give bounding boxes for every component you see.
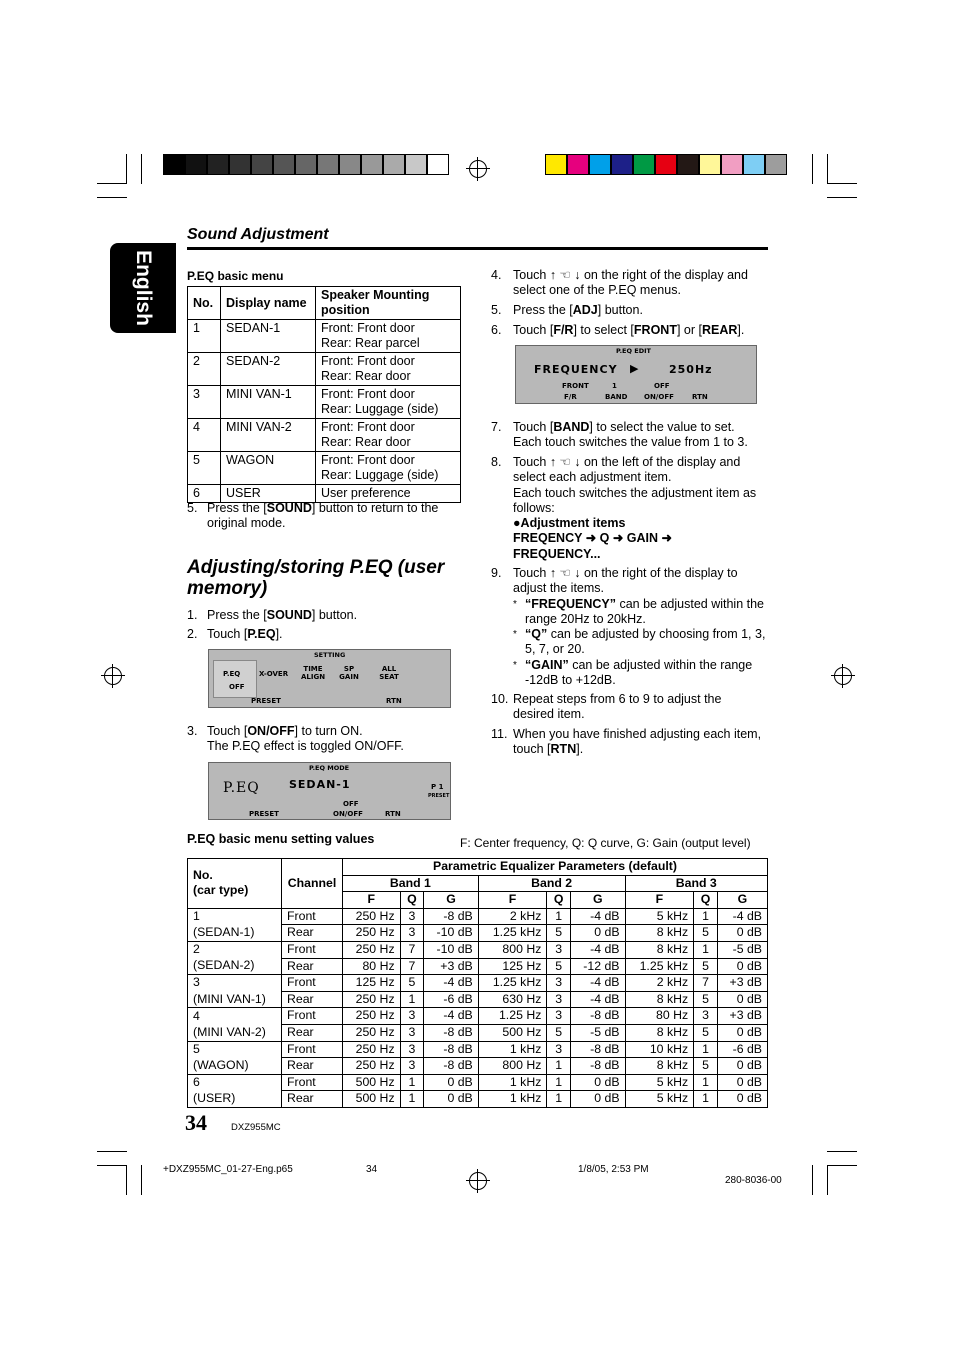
menu-no: 5 <box>188 452 221 485</box>
car-type-cell: 1 <box>188 908 282 925</box>
param-cell: 10 kHz <box>625 1041 694 1058</box>
language-tab: English <box>110 243 176 333</box>
channel-cell: Front <box>282 1041 343 1058</box>
rtn-label: RTN <box>386 697 402 705</box>
param-cell: 0 dB <box>571 925 625 942</box>
param-cell: 3 <box>400 925 424 942</box>
param-cell: 5 <box>400 975 424 992</box>
sub-header: Q <box>694 892 718 909</box>
param-cell: 5 <box>547 958 571 975</box>
param-cell: 1 <box>694 1041 718 1058</box>
param-cell: 7 <box>694 975 718 992</box>
menu-display-name: USER <box>221 485 316 503</box>
param-cell: 250 Hz <box>343 991 401 1008</box>
gray-swatch <box>427 154 449 175</box>
adjusting-heading: Adjusting/storing P.EQ (user memory) <box>187 557 445 599</box>
menu-row <box>188 452 461 485</box>
param-cell: -8 dB <box>424 908 478 925</box>
param-cell: 5 kHz <box>625 908 694 925</box>
channel-cell: Front <box>282 975 343 992</box>
frequency-label: FREQUENCY <box>534 363 618 376</box>
right-step-7: 7. Touch [BAND] to select the value to set. Each touch switches the value from 1 to 3. <box>491 420 748 450</box>
preset-name: SEDAN-1 <box>289 778 351 791</box>
gray-swatch <box>339 154 361 175</box>
param-cell: 5 <box>547 1024 571 1041</box>
sub-header: F <box>478 892 547 909</box>
menu-row <box>188 320 461 353</box>
param-cell: 250 Hz <box>343 1058 401 1075</box>
car-type-cell: (SEDAN-1) <box>188 925 282 942</box>
menu-row <box>188 353 461 386</box>
param-cell: 1 kHz <box>478 1041 547 1058</box>
param-cell: 250 Hz <box>343 908 401 925</box>
settings-table <box>187 858 768 1108</box>
col-params: Parametric Equalizer Parameters (default) <box>343 859 768 876</box>
menu-no: 2 <box>188 353 221 386</box>
param-cell: 1 kHz <box>478 1074 547 1091</box>
param-cell: 3 <box>547 975 571 992</box>
band3-header: Band 3 <box>625 875 767 892</box>
gray-swatch <box>163 154 185 175</box>
menu-row <box>188 386 461 419</box>
left-step-5: 5. Press the [SOUND] button to return to the original mode. <box>187 501 439 531</box>
color-swatch <box>611 154 633 175</box>
all-seat-label: ALL SEAT <box>379 665 399 681</box>
param-cell: 0 dB <box>717 1091 767 1108</box>
settings-legend: F: Center frequency, Q: Q curve, G: Gain (output level) <box>460 836 751 850</box>
param-cell: -6 dB <box>424 991 478 1008</box>
menu-position: Front: Front door Rear: Rear door <box>316 419 461 452</box>
param-cell: 500 Hz <box>343 1091 401 1108</box>
menu-display-name: MINI VAN-2 <box>221 419 316 452</box>
param-cell: 800 Hz <box>478 941 547 958</box>
param-cell: 0 dB <box>717 1024 767 1041</box>
param-cell: 5 <box>694 925 718 942</box>
channel-cell: Front <box>282 1074 343 1091</box>
param-cell: 1 <box>400 1091 424 1108</box>
param-cell: 1 <box>694 1091 718 1108</box>
band2-header: Band 2 <box>478 875 625 892</box>
param-cell: 1 <box>547 1058 571 1075</box>
sub-header: F <box>343 892 401 909</box>
left-step-2: 2. Touch [P.EQ]. <box>187 627 283 641</box>
menu-no: 1 <box>188 320 221 353</box>
color-swatch <box>655 154 677 175</box>
gray-swatch <box>295 154 317 175</box>
param-cell: 250 Hz <box>343 1024 401 1041</box>
param-cell: -4 dB <box>424 1008 478 1025</box>
menu-position: Front: Front door Rear: Luggage (side) <box>316 452 461 485</box>
param-cell: 0 dB <box>424 1074 478 1091</box>
settings-row <box>188 1058 768 1075</box>
sub-header: Q <box>547 892 571 909</box>
right-step-6: 6. Touch [F/R] to select [FRONT] or [REAR]. <box>491 323 745 337</box>
param-cell: 8 kHz <box>625 925 694 942</box>
car-type-cell: 2 <box>188 941 282 958</box>
settings-row <box>188 958 768 975</box>
param-cell: 3 <box>547 1008 571 1025</box>
gray-swatch <box>229 154 251 175</box>
section-title: Sound Adjustment <box>187 226 329 243</box>
param-cell: 0 dB <box>424 1091 478 1108</box>
menu-no: 4 <box>188 419 221 452</box>
footer-date: 1/8/05, 2:53 PM <box>578 1164 649 1175</box>
settings-row <box>188 1041 768 1058</box>
left-step-1: 1. Press the [SOUND] button. <box>187 608 358 622</box>
param-cell: 5 <box>694 958 718 975</box>
footer-page: 34 <box>366 1164 378 1175</box>
gray-swatch <box>317 154 339 175</box>
left-step-3: 3. Touch [ON/OFF] to turn ON. The P.EQ effect is toggled ON/OFF. <box>187 724 404 754</box>
xover-label: X-OVER <box>259 670 289 678</box>
right-step-11: 11. When you have finished adjusting each item, touch [RTN]. <box>491 727 762 757</box>
param-cell: 125 Hz <box>343 975 401 992</box>
sub-header: G <box>424 892 478 909</box>
param-cell: -4 dB <box>571 908 625 925</box>
param-cell: 5 <box>694 991 718 1008</box>
band-label: BAND <box>605 393 628 401</box>
param-cell: 7 <box>400 958 424 975</box>
settings-row <box>188 1074 768 1091</box>
param-cell: 1.25 kHz <box>625 958 694 975</box>
registration-mark-icon <box>469 1172 487 1190</box>
right-step-5: 5. Press the [ADJ] button. <box>491 303 643 317</box>
param-cell: -4 dB <box>717 908 767 925</box>
onoff-label: ON/OFF <box>333 810 363 818</box>
param-cell: -10 dB <box>424 925 478 942</box>
section-rule <box>187 247 768 250</box>
param-cell: 3 <box>694 1008 718 1025</box>
menu-position: Front: Front door Rear: Rear parcel <box>316 320 461 353</box>
param-cell: +3 dB <box>717 1008 767 1025</box>
gray-swatch <box>251 154 273 175</box>
frequency-value: 250Hz <box>669 363 713 376</box>
color-swatch <box>699 154 721 175</box>
sub-header: G <box>571 892 625 909</box>
color-swatch <box>633 154 655 175</box>
col-no: No. <box>188 287 221 320</box>
col-channel: Channel <box>282 859 343 909</box>
param-cell: -10 dB <box>424 941 478 958</box>
param-cell: 1.25 kHz <box>478 975 547 992</box>
param-cell: 630 Hz <box>478 991 547 1008</box>
param-cell: 2 kHz <box>625 975 694 992</box>
fr-label: F/R <box>564 393 577 401</box>
color-swatch <box>765 154 787 175</box>
param-cell: 3 <box>400 1041 424 1058</box>
col-speaker-position: Speaker Mounting position <box>316 287 461 320</box>
param-cell: -4 dB <box>571 941 625 958</box>
menu-display-name: SEDAN-2 <box>221 353 316 386</box>
param-cell: 8 kHz <box>625 1058 694 1075</box>
menu-display-name: MINI VAN-1 <box>221 386 316 419</box>
time-align-label: TIME ALIGN <box>301 665 326 681</box>
peq-label: P.EQ <box>223 670 241 678</box>
param-cell: -8 dB <box>571 1058 625 1075</box>
menu-position: Front: Front door Rear: Luggage (side) <box>316 386 461 419</box>
param-cell: -8 dB <box>424 1058 478 1075</box>
preset-number: P 1 <box>431 783 444 791</box>
param-cell: 8 kHz <box>625 941 694 958</box>
param-cell: 250 Hz <box>343 925 401 942</box>
param-cell: 0 dB <box>571 1074 625 1091</box>
car-type-cell: (MINI VAN-2) <box>188 1024 282 1041</box>
channel-cell: Front <box>282 941 343 958</box>
param-cell: 3 <box>547 1041 571 1058</box>
param-cell: 0 dB <box>717 1074 767 1091</box>
color-swatch <box>567 154 589 175</box>
gray-swatch <box>207 154 229 175</box>
param-cell: 125 Hz <box>478 958 547 975</box>
right-step-4: 4. Touch ↑ ☜ ↓ on the right of the display and select one of the P.EQ menus. <box>491 268 748 298</box>
param-cell: 8 kHz <box>625 991 694 1008</box>
color-swatch <box>721 154 743 175</box>
param-cell: 1.25 Hz <box>478 1008 547 1025</box>
color-swatch <box>589 154 611 175</box>
param-cell: 3 <box>547 991 571 1008</box>
param-cell: 1 <box>547 1091 571 1108</box>
settings-row <box>188 1008 768 1025</box>
menu-display-name: SEDAN-1 <box>221 320 316 353</box>
param-cell: 1 kHz <box>478 1091 547 1108</box>
param-cell: 0 dB <box>717 1058 767 1075</box>
param-cell: 250 Hz <box>343 941 401 958</box>
param-cell: -8 dB <box>424 1041 478 1058</box>
channel-cell: Rear <box>282 1024 343 1041</box>
param-cell: 0 dB <box>571 1091 625 1108</box>
car-type-cell: (USER) <box>188 1091 282 1108</box>
param-cell: 3 <box>400 1008 424 1025</box>
param-cell: 1 <box>400 991 424 1008</box>
settings-row <box>188 991 768 1008</box>
color-swatch <box>743 154 765 175</box>
param-cell: 8 kHz <box>625 1024 694 1041</box>
car-type-cell: (SEDAN-2) <box>188 958 282 975</box>
param-cell: 0 dB <box>717 925 767 942</box>
sub-header: Q <box>400 892 424 909</box>
param-cell: 80 Hz <box>625 1008 694 1025</box>
channel-cell: Rear <box>282 1058 343 1075</box>
param-cell: 5 kHz <box>625 1091 694 1108</box>
right-step-8: 8. Touch ↑ ☜ ↓ on the left of the display and select each adjustment item. Each touch switches the adjustment item as follows: ●Adjustment items FREQENCY ➜ Q ➜ GAIN ➜ FREQUENCY... <box>491 455 757 561</box>
param-cell: -5 dB <box>571 1024 625 1041</box>
footer-code: 280-8036-00 <box>725 1175 782 1186</box>
param-cell: 3 <box>400 1058 424 1075</box>
settings-row <box>188 1024 768 1041</box>
gray-swatch <box>383 154 405 175</box>
settings-row <box>188 1091 768 1108</box>
param-cell: -4 dB <box>571 991 625 1008</box>
param-cell: 2 kHz <box>478 908 547 925</box>
car-type-cell: 3 <box>188 975 282 992</box>
channel-cell: Rear <box>282 925 343 942</box>
param-cell: -4 dB <box>424 975 478 992</box>
settings-row <box>188 941 768 958</box>
peq-mode-display: P.EQ MODE P.EQ SEDAN-1 P 1 PRESET OFF PRESET ON/OFF RTN <box>208 762 451 820</box>
car-type-cell: (WAGON) <box>188 1058 282 1075</box>
param-cell: 1 <box>547 1074 571 1091</box>
peq-key[interactable] <box>213 660 257 698</box>
param-cell: 5 kHz <box>625 1074 694 1091</box>
param-cell: +3 dB <box>424 958 478 975</box>
menu-position: User preference <box>316 485 461 503</box>
channel-cell: Rear <box>282 958 343 975</box>
param-cell: 3 <box>400 1024 424 1041</box>
param-cell: 1 <box>547 908 571 925</box>
band1-header: Band 1 <box>343 875 479 892</box>
sub-header: F <box>625 892 694 909</box>
param-cell: 800 Hz <box>478 1058 547 1075</box>
param-cell: -6 dB <box>717 1041 767 1058</box>
param-cell: 250 Hz <box>343 1008 401 1025</box>
car-type-cell: (MINI VAN-1) <box>188 991 282 1008</box>
color-swatch <box>545 154 567 175</box>
channel-cell: Rear <box>282 1091 343 1108</box>
param-cell: -4 dB <box>571 975 625 992</box>
settings-row <box>188 975 768 992</box>
gray-swatch <box>273 154 295 175</box>
param-cell: -8 dB <box>571 1041 625 1058</box>
car-type-cell: 6 <box>188 1074 282 1091</box>
param-cell: 0 dB <box>717 991 767 1008</box>
param-cell: -12 dB <box>571 958 625 975</box>
settings-row <box>188 925 768 942</box>
settings-row <box>188 908 768 925</box>
gray-swatch <box>185 154 207 175</box>
menu-position: Front: Front door Rear: Rear door <box>316 353 461 386</box>
channel-cell: Rear <box>282 991 343 1008</box>
param-cell: 1.25 kHz <box>478 925 547 942</box>
param-cell: 5 <box>694 1058 718 1075</box>
param-cell: 5 <box>547 925 571 942</box>
param-cell: 0 dB <box>717 958 767 975</box>
col-no-cartype: No. (car type) <box>188 859 282 909</box>
page-number: 34 <box>185 1110 207 1135</box>
menu-display-name: WAGON <box>221 452 316 485</box>
car-type-cell: 5 <box>188 1041 282 1058</box>
param-cell: +3 dB <box>717 975 767 992</box>
param-cell: -8 dB <box>424 1024 478 1041</box>
param-cell: 80 Hz <box>343 958 401 975</box>
model-label: DXZ955MC <box>231 1122 281 1133</box>
param-cell: 1 <box>694 941 718 958</box>
sub-header: G <box>717 892 767 909</box>
gray-swatch <box>405 154 427 175</box>
param-cell: 7 <box>400 941 424 958</box>
peq-basic-menu-heading: P.EQ basic menu <box>187 269 284 283</box>
footer-file: +DXZ955MC_01-27-Eng.p65 <box>163 1164 293 1175</box>
registration-mark-icon <box>834 667 852 685</box>
peq-basic-menu-table <box>187 286 461 503</box>
menu-row <box>188 485 461 503</box>
param-cell: 250 Hz <box>343 1041 401 1058</box>
menu-no: 3 <box>188 386 221 419</box>
color-swatch <box>677 154 699 175</box>
channel-cell: Front <box>282 1008 343 1025</box>
setting-display: SETTING P.EQ OFF X-OVER TIME ALIGN SP GAIN ALL SEAT PRESET RTN <box>208 649 451 708</box>
param-cell: -5 dB <box>717 941 767 958</box>
param-cell: 1 <box>694 1074 718 1091</box>
menu-row <box>188 419 461 452</box>
col-display-name: Display name <box>221 287 316 320</box>
off-label: OFF <box>229 683 245 691</box>
param-cell: 3 <box>547 941 571 958</box>
param-cell: 5 <box>694 1024 718 1041</box>
registration-mark-icon <box>469 160 487 178</box>
param-cell: 3 <box>400 908 424 925</box>
car-type-cell: 4 <box>188 1008 282 1025</box>
param-cell: 1 <box>694 908 718 925</box>
peq-logo: P.EQ <box>223 780 260 796</box>
param-cell: 500 Hz <box>478 1024 547 1041</box>
gray-swatch <box>361 154 383 175</box>
menu-no: 6 <box>188 485 221 503</box>
settings-table-heading: P.EQ basic menu setting values <box>187 832 375 846</box>
sp-gain-label: SP GAIN <box>339 665 359 681</box>
param-cell: 1 <box>400 1074 424 1091</box>
channel-cell: Front <box>282 908 343 925</box>
param-cell: -8 dB <box>571 1008 625 1025</box>
peq-edit-display: P.EQ EDIT FREQUENCY ▶ 250Hz FRONT 1 OFF F/R BAND ON/OFF RTN <box>515 345 757 404</box>
right-step-10: 10. Repeat steps from 6 to 9 to adjust the desired item. <box>491 692 722 722</box>
preset-label: PRESET <box>251 697 281 705</box>
right-step-9: 9. Touch ↑ ☜ ↓ on the right of the display to adjust the items. * “FREQUENCY” can be adjusted within the range 20Hz to 20kHz. * “Q” can be adjusted by choosing from 1, 3, 5, 7, or 20. * “GAIN” can be adjusted within the range -12dB to +12dB. <box>491 566 766 688</box>
registration-mark-icon <box>104 667 122 685</box>
param-cell: 500 Hz <box>343 1074 401 1091</box>
